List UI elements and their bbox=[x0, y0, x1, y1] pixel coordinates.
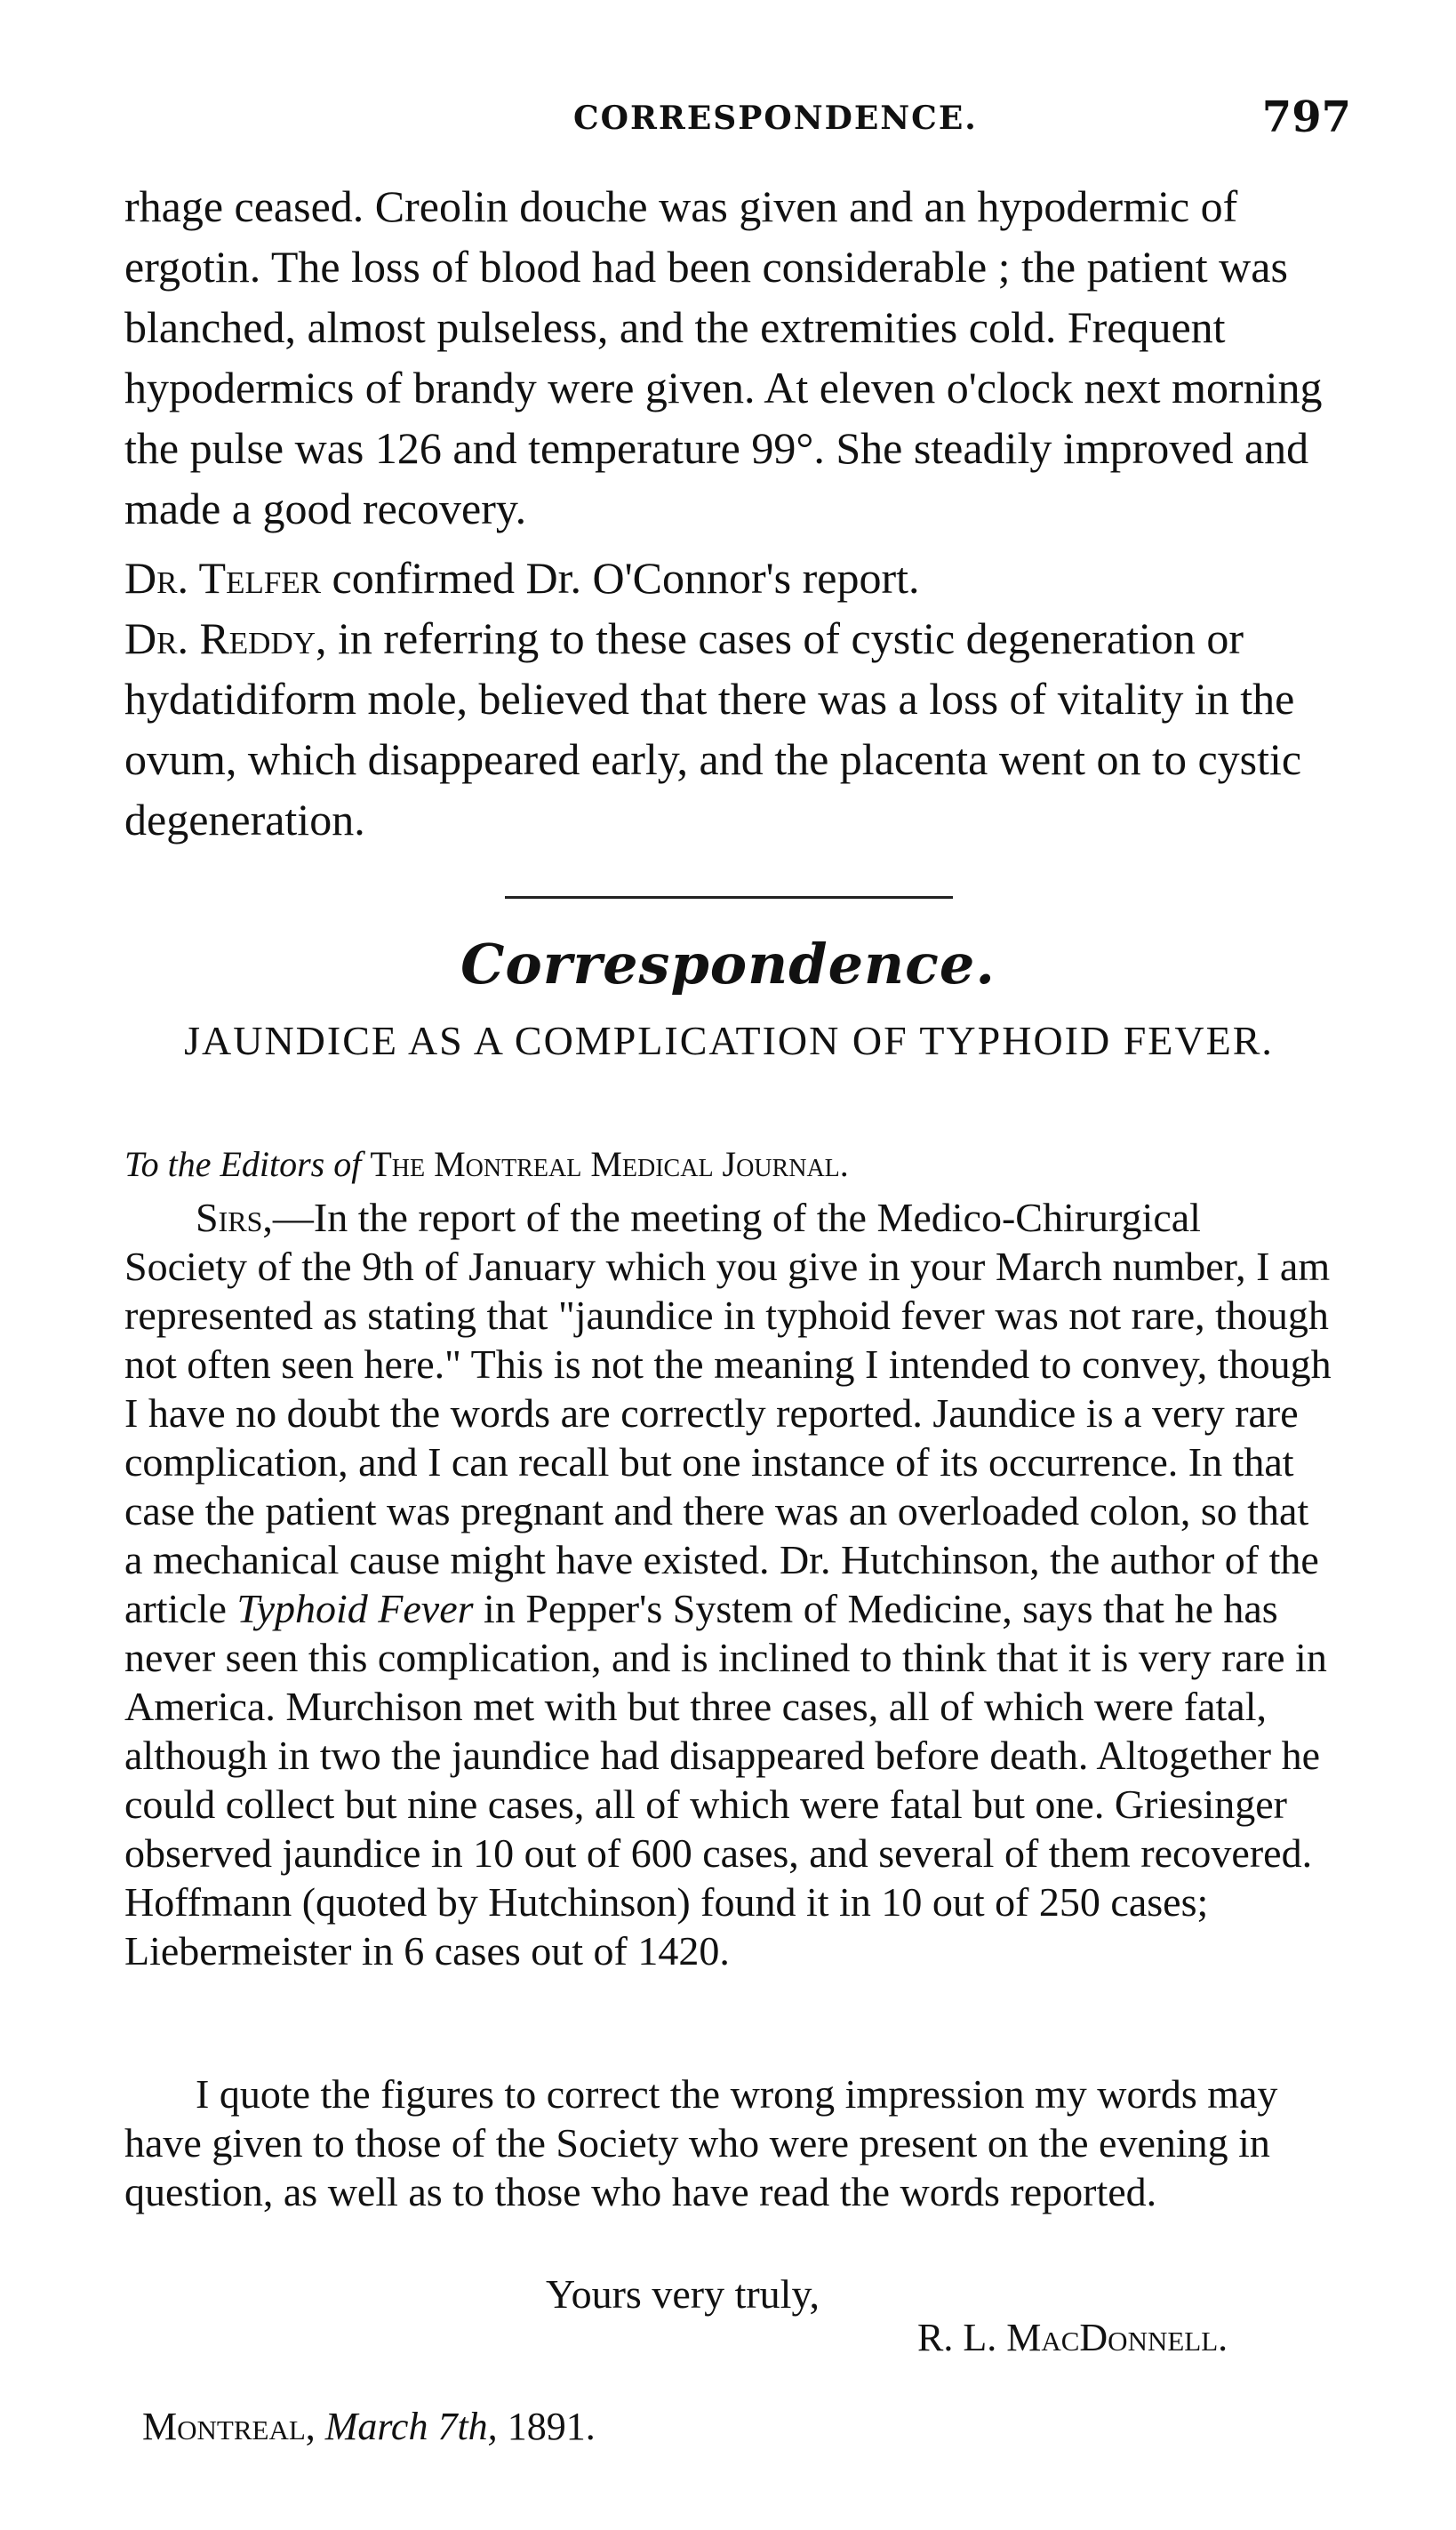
running-head-title: CORRESPONDENCE. bbox=[573, 100, 978, 137]
closing: Yours very truly, bbox=[546, 2271, 820, 2317]
page-number: 797 bbox=[1261, 92, 1351, 142]
letter-sirs: Sirs, bbox=[196, 1195, 273, 1240]
date-month-day: March 7th, bbox=[324, 2405, 498, 2448]
letter-p1-part-b: in Pepper's System of Medicine, says that he has never seen this complication, and is inclined to think that it is very rare in America. Murchison met with but three cases, all of which were fatal, although in two the jaundice had disappeared before death. Altogether he could collect but nine cases, all of which were fatal but one. Griesinger observed jaundice in 10 out of 600 cases, and several of them recovered. Hoffmann (quoted by Hutchinson) found it in 10 out of 250 cases; Liebermeister in 6 cases out of 1420. bbox=[124, 1586, 1327, 1974]
letter-paragraph-1 bbox=[124, 1193, 1333, 1975]
journal-name: The Montreal Medical Journal. bbox=[370, 1144, 849, 1184]
running-head bbox=[124, 92, 1351, 146]
telfer-text: confirmed Dr. O'Connor's report. bbox=[321, 553, 920, 603]
paragraph-case-report: rhage ceased. Creolin douche was given and an hypodermic of ergotin. The loss of blood had been considerable ; the patient was blanched, almost pulseless, and the extremities cold. Frequent hypodermics of brandy were given. At eleven o'clock next morning the pulse was 126 and temperature 99°. She steadily improved and made a good recovery. bbox=[124, 181, 1323, 533]
date-place: Montreal, bbox=[142, 2405, 325, 2448]
salutation-prefix: To the Editors of bbox=[124, 1144, 371, 1184]
paragraph-reddy bbox=[124, 608, 1339, 850]
letter-paragraph-2: I quote the figures to correct the wrong impression my words may have given to those of the Society who were present on the evening in question, as well as to those who have read the words reported. bbox=[124, 2071, 1278, 2214]
salutation bbox=[124, 1143, 849, 1185]
reddy-text: , in referring to these cases of cystic degeneration or hydatidiform mole, believed that there was a loss of vitality in the ovum, which disappeared early, and the placenta went on to cystic degeneration. bbox=[124, 613, 1302, 845]
article-reference: Typhoid Fever bbox=[236, 1586, 474, 1631]
section-heading: Correspondence. bbox=[460, 932, 996, 997]
speaker-reddy: Dr. Reddy bbox=[124, 613, 316, 663]
section-divider bbox=[505, 896, 953, 899]
speaker-telfer: Dr. Telfer bbox=[124, 553, 322, 603]
article-title: JAUNDICE AS A COMPLICATION OF TYPHOID FEVER. bbox=[184, 1018, 1274, 1063]
paragraph-telfer bbox=[124, 548, 1339, 608]
dateline bbox=[142, 2404, 596, 2449]
letter-p1-part-a: —In the report of the meeting of the Medico-Chirurgical Society of the 9th of January which you give in your March number, I am represented as stating that "jaundice in typhoid fever was not rare, though not often seen here." This is not the meaning I intended to convey, though I have no doubt the words are correctly reported. Jaundice is a very rare complication, and I can recall but one instance of its occurrence. In that case the patient was pregnant and there was an overloaded colon, so that a mechanical cause might have existed. Dr. Hutchinson, the author of the article bbox=[124, 1195, 1332, 1631]
signature: R. L. MacDonnell. bbox=[917, 2316, 1228, 2359]
date-year: 1891. bbox=[497, 2405, 596, 2448]
